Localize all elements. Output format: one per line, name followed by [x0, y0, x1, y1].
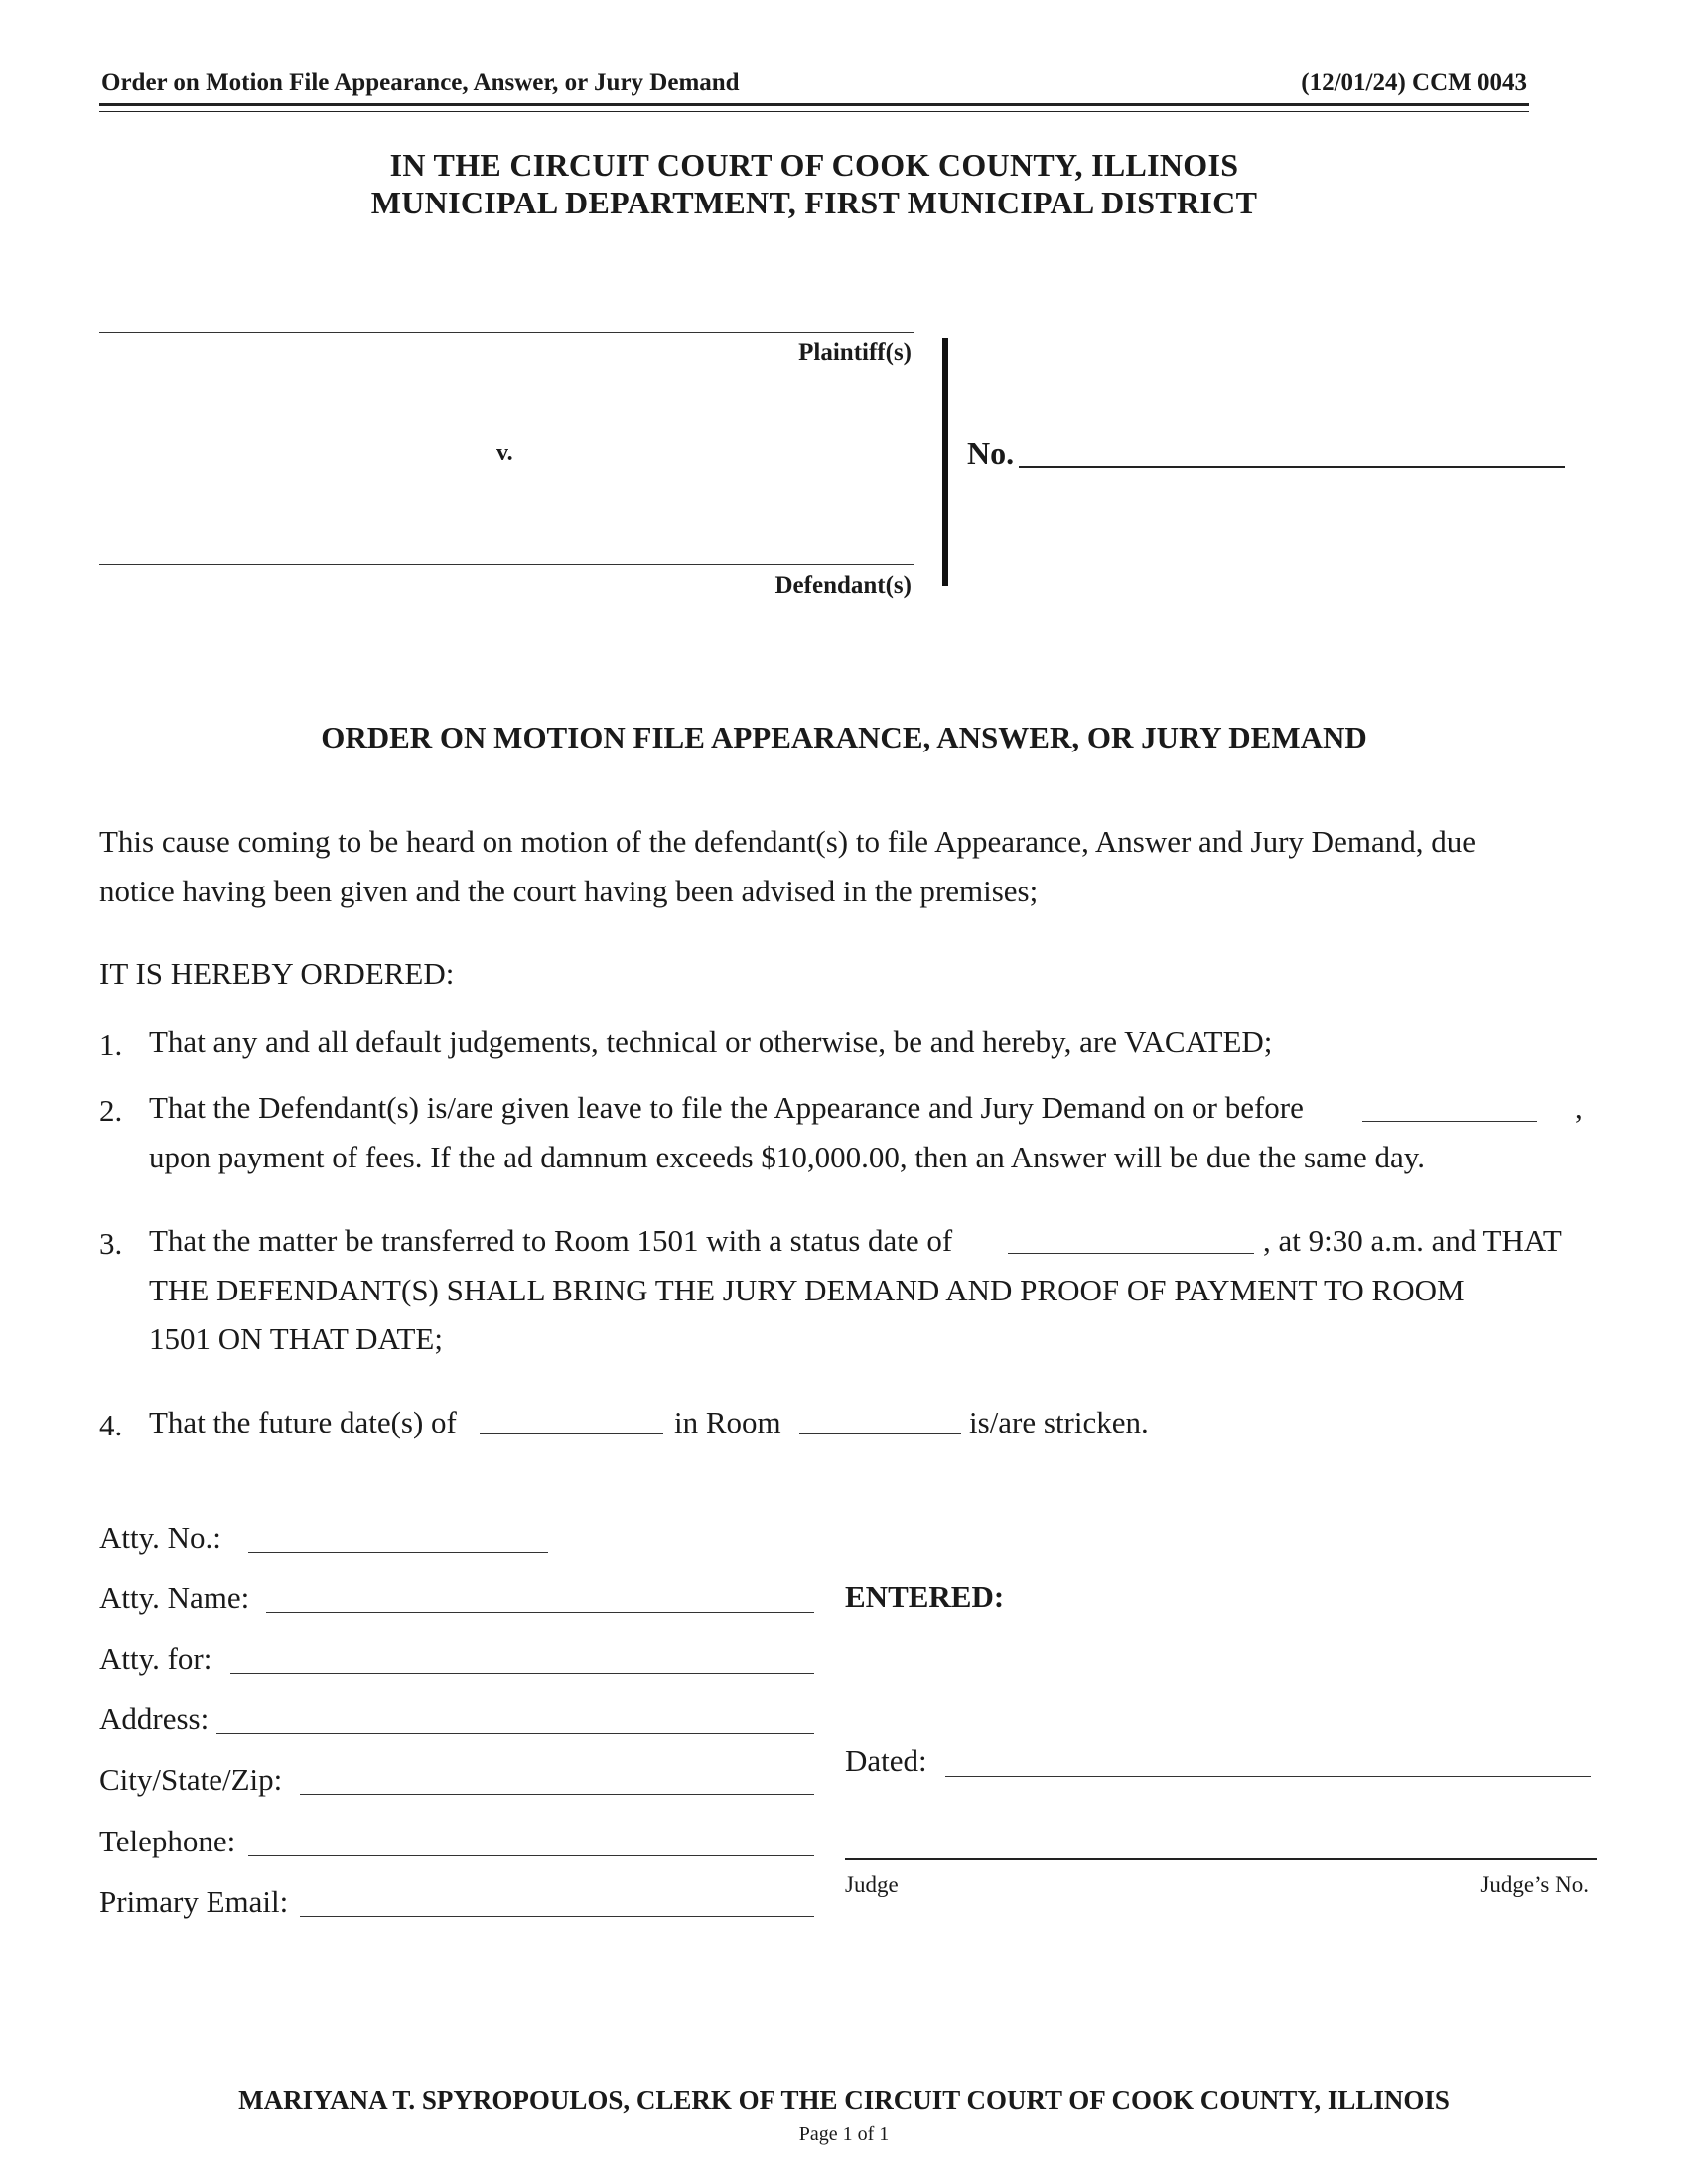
item-1-number: 1.: [99, 1027, 123, 1062]
telephone-field[interactable]: [248, 1855, 814, 1856]
primary-email-label: Primary Email:: [99, 1884, 289, 1919]
city-state-zip-field[interactable]: [300, 1794, 814, 1795]
form-name: Order on Motion File Appearance, Answer, or Jury Demand: [101, 69, 740, 96]
address-label: Address:: [99, 1702, 210, 1736]
plaintiff-label: Plaintiff(s): [798, 340, 912, 366]
item-2-line-2: upon payment of fees. If the ad damnum exceeds $10,000.00, then an Answer will be due the same day.: [149, 1140, 1425, 1174]
primary-email-field[interactable]: [300, 1916, 814, 1917]
form-code: (12/01/24) CCM 0043: [1301, 69, 1527, 96]
item-4-number: 4.: [99, 1408, 123, 1442]
judge-signature-line[interactable]: [845, 1858, 1597, 1860]
atty-no-field[interactable]: [248, 1552, 548, 1553]
order-title: ORDER ON MOTION FILE APPEARANCE, ANSWER, OR JURY DEMAND: [321, 720, 1367, 754]
status-date-field[interactable]: [1008, 1253, 1254, 1254]
dated-label: Dated:: [845, 1743, 927, 1778]
atty-no-label: Atty. No.:: [99, 1520, 221, 1555]
room-field[interactable]: [799, 1433, 961, 1434]
case-no-field[interactable]: [1019, 466, 1565, 468]
intro-line-2: notice having been given and the court having been advised in the premises;: [99, 874, 1039, 908]
intro-line-1: This cause coming to be heard on motion of the defendant(s) to file Appearance, Answer and Jury Demand, due: [99, 824, 1476, 859]
item-3-text-a: That the matter be transferred to Room 1501 with a status date of: [149, 1223, 953, 1258]
court-name: IN THE CIRCUIT COURT OF COOK COUNTY, ILLINOIS: [389, 147, 1239, 183]
versus-label: v.: [496, 440, 513, 466]
entered-label: ENTERED:: [845, 1579, 1005, 1614]
plaintiff-line[interactable]: [99, 332, 914, 333]
appearance-deadline-field[interactable]: [1362, 1121, 1537, 1122]
case-no-label: No.: [967, 435, 1015, 471]
item-3-line-3: 1501 ON THAT DATE;: [149, 1321, 443, 1356]
item-4-text-b: in Room: [674, 1405, 781, 1439]
caption-divider: [942, 338, 948, 586]
header-rule-thin: [99, 111, 1529, 112]
clerk-footer: MARIYANA T. SPYROPOULOS, CLERK OF THE CIRCUIT COURT OF COOK COUNTY, ILLINOIS: [238, 2085, 1450, 2115]
future-dates-field[interactable]: [480, 1433, 663, 1434]
item-4-text-c: is/are stricken.: [969, 1405, 1149, 1439]
header-rule-thick: [99, 103, 1529, 106]
ordered-label: IT IS HEREBY ORDERED:: [99, 956, 455, 991]
defendant-line[interactable]: [99, 564, 914, 565]
defendant-label: Defendant(s): [774, 572, 912, 599]
item-2-number: 2.: [99, 1093, 123, 1128]
item-1-text: That any and all default judgements, technical or otherwise, be and hereby, are VACATED;: [149, 1024, 1273, 1059]
atty-name-label: Atty. Name:: [99, 1580, 250, 1615]
page-number: Page 1 of 1: [798, 2123, 890, 2145]
item-3-text-b: , at 9:30 a.m. and THAT: [1263, 1223, 1562, 1258]
item-4-text-a: That the future date(s) of: [149, 1405, 457, 1439]
atty-name-field[interactable]: [266, 1612, 814, 1613]
item-2-text-b: ,: [1575, 1090, 1583, 1125]
city-state-zip-label: City/State/Zip:: [99, 1762, 283, 1797]
item-3-number: 3.: [99, 1226, 123, 1261]
court-department: MUNICIPAL DEPARTMENT, FIRST MUNICIPAL DISTRICT: [370, 185, 1258, 220]
telephone-label: Telephone:: [99, 1824, 236, 1858]
item-2-text-a: That the Defendant(s) is/are given leave to file the Appearance and Jury Demand on or before: [149, 1090, 1304, 1125]
judge-no-label: Judge’s No.: [1480, 1872, 1589, 1897]
judge-label: Judge: [845, 1872, 899, 1897]
atty-for-field[interactable]: [230, 1673, 814, 1674]
atty-for-label: Atty. for:: [99, 1641, 212, 1676]
dated-field[interactable]: [945, 1776, 1591, 1777]
item-3-line-2: THE DEFENDANT(S) SHALL BRING THE JURY DEMAND AND PROOF OF PAYMENT TO ROOM: [149, 1273, 1465, 1307]
address-field[interactable]: [216, 1733, 814, 1734]
